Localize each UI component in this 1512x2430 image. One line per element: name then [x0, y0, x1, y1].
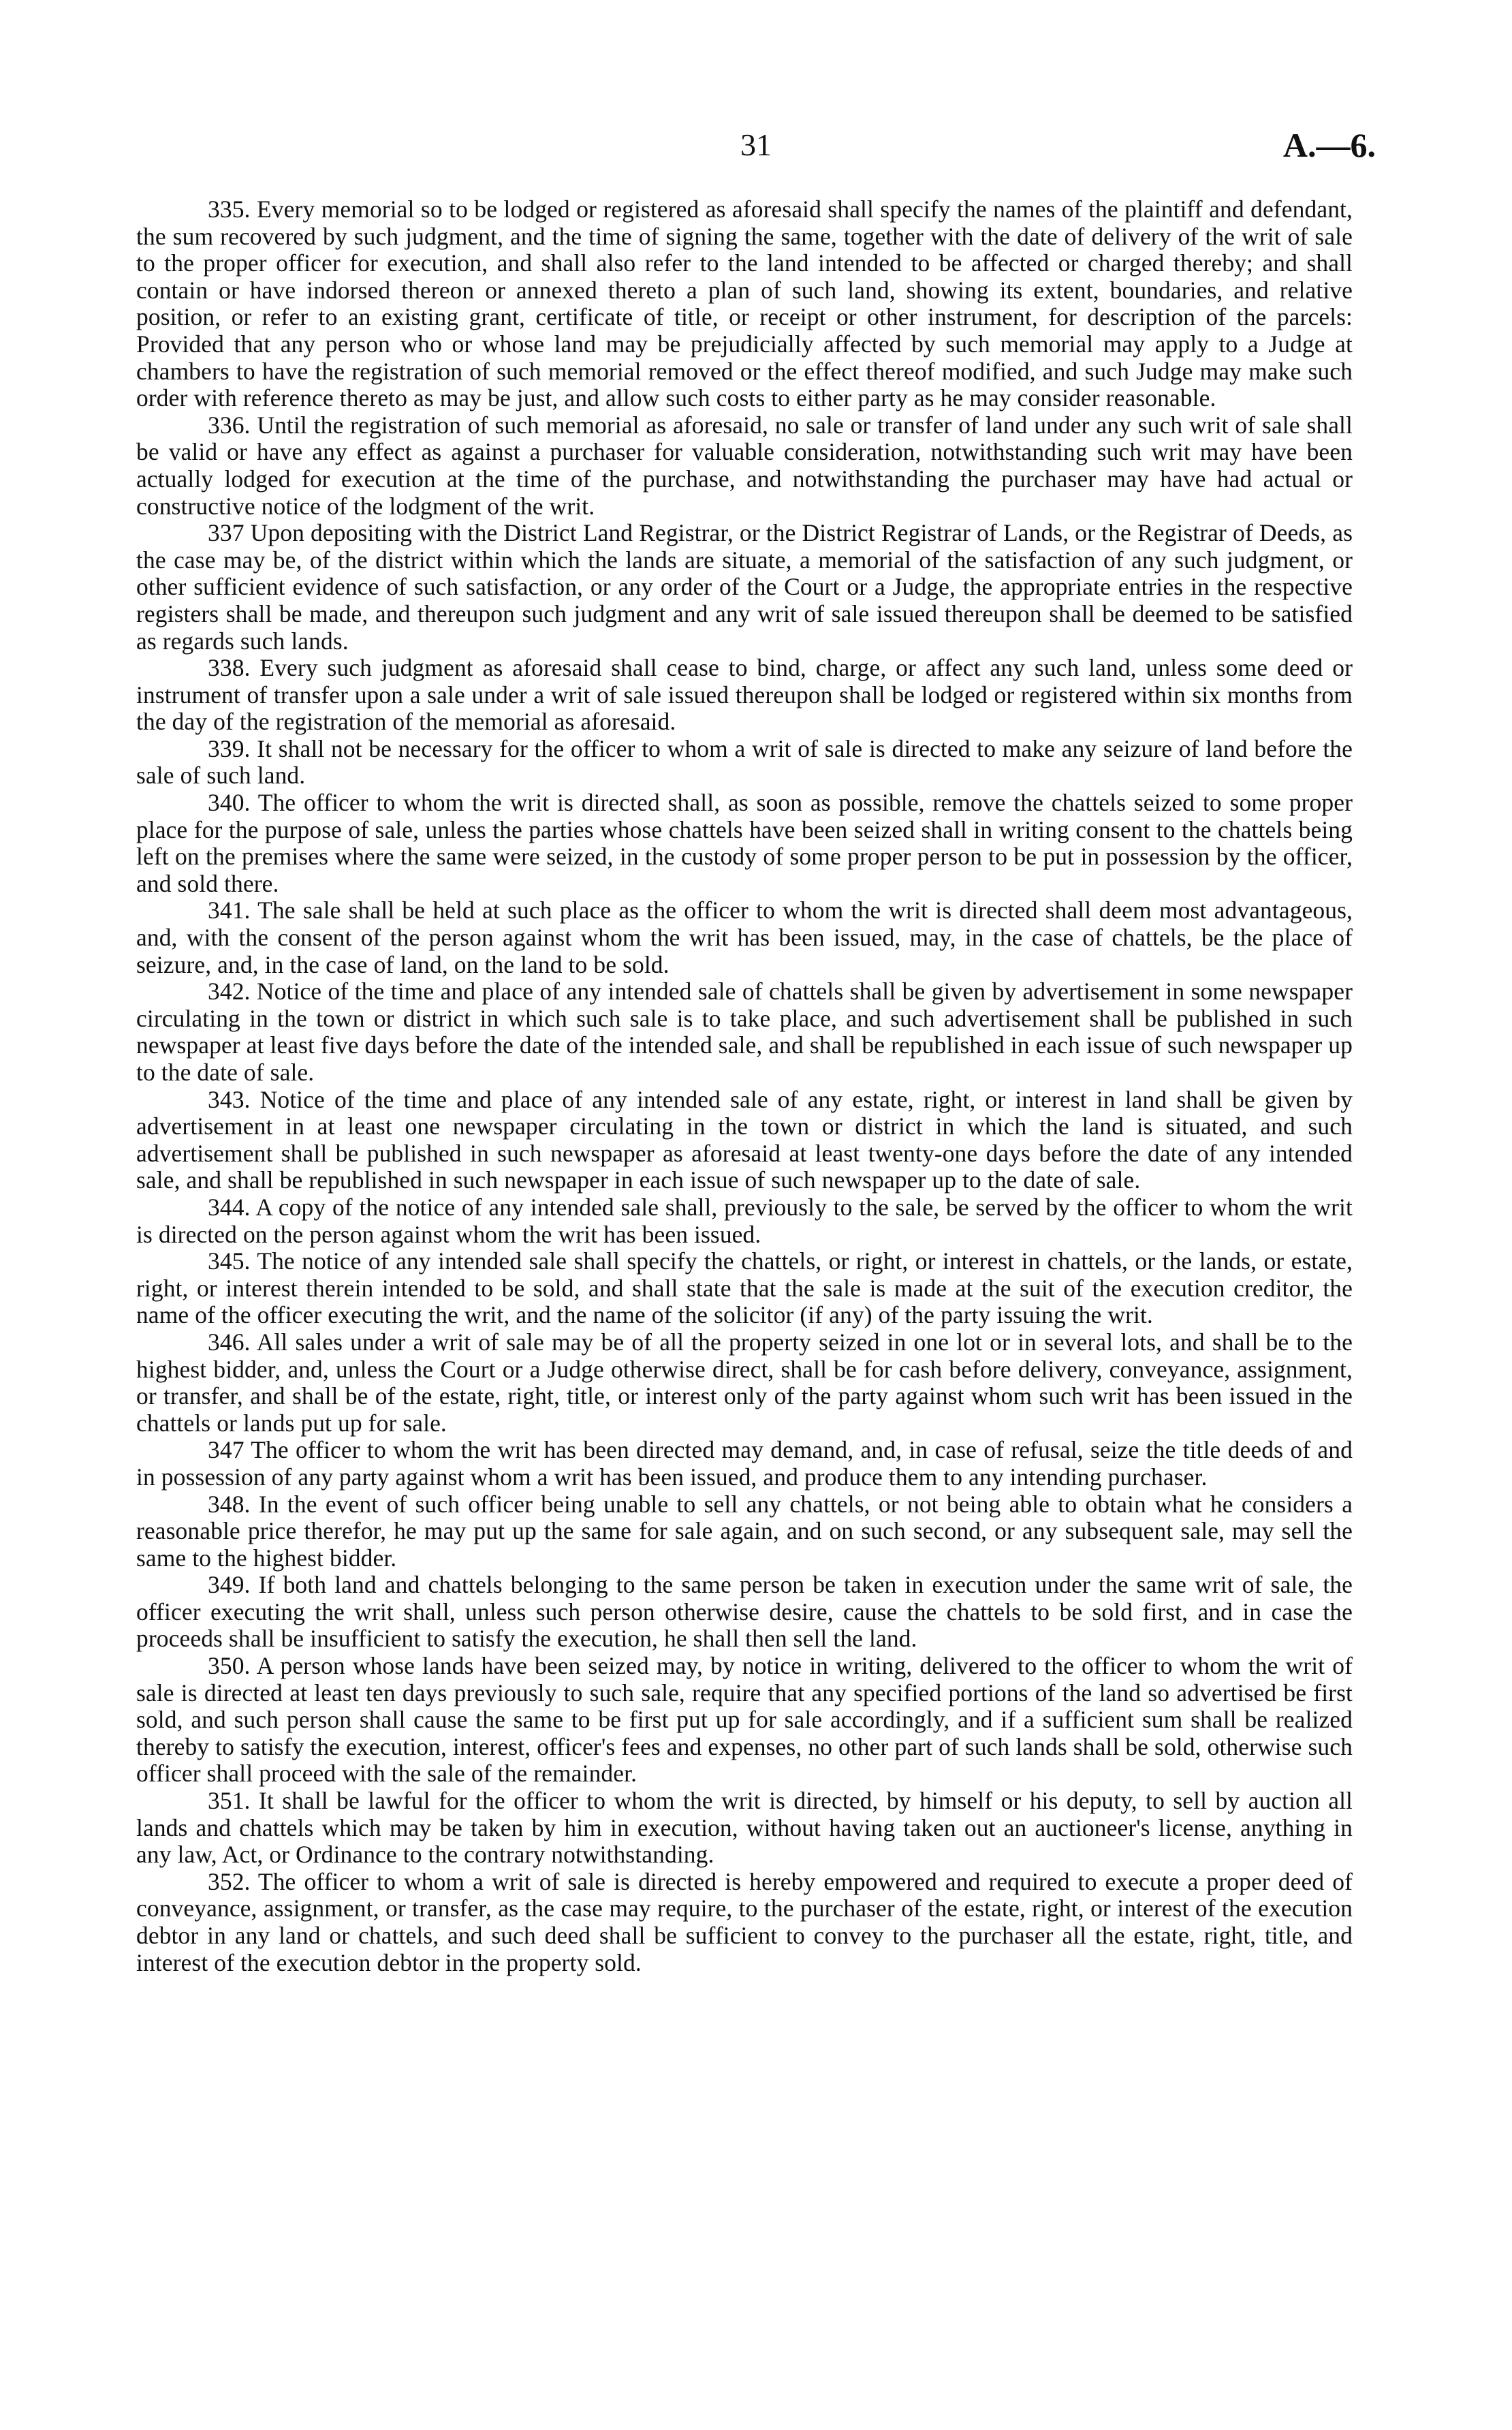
- section-343: 343. Notice of the time and place of any intended sale of any estate, right, or interest in land shall be given by advertisement in at least one newspaper circulating in the town or district in which the land is situated, and such advertisement shall be published in such newspaper as aforesaid at least twenty-one days before the date of any intended sale, and shall be republished in such newspaper in each issue of such newspaper up to the date of sale.: [136, 1085, 1353, 1194]
- section-349: 349. If both land and chattels belonging to the same person be taken in execution under the same writ of sale, the officer executing the writ shall, unless such person otherwise desire, cause the chattels to be sold first, and in case the proceeds shall be insufficient to satisfy the execution, he shall then sell the land.: [136, 1571, 1353, 1653]
- document-body: [136, 196, 1353, 1976]
- section-342: 342. Notice of the time and place of any intended sale of chattels shall be given by advertisement in some newspaper circulating in the town or district in which such sale is to take place, and such advertisement shall be published in such newspaper at least five days before the date of the intended sale, and shall be republished in each issue of such newspaper up to the date of sale.: [136, 978, 1353, 1086]
- section-344: 344. A copy of the notice of any intended sale shall, previously to the sale, be served by the officer to whom the writ is directed on the person against whom the writ has been issued.: [136, 1193, 1353, 1248]
- section-337: 337 Upon depositing with the District Land Registrar, or the District Registrar of Lands, or the Registrar of Deeds, as the case may be, of the district within which the lands are situate, a memorial of the satisfaction of any such judgment, or other sufficient evidence of such satisfaction, or any order of the Court or a Judge, the appropriate entries in the respective registers shall be made, and thereupon such judgment and any writ of sale issued thereupon shall be deemed to be satisfied as regards such lands.: [136, 519, 1353, 655]
- page-header: [136, 121, 1376, 169]
- section-336: 336. Until the registration of such memorial as aforesaid, no sale or transfer of land under any such writ of sale shall be valid or have any effect as against a purchaser for valuable consideration, notwithstanding such writ may have been actually lodged for execution at the time of the purchase, and notwithstanding the purchaser may have had actual or constructive notice of the lodgment of the writ.: [136, 411, 1353, 520]
- section-351: 351. It shall be lawful for the officer to whom the writ is directed, by himself or his deputy, to sell by auction all lands and chattels which may be taken by him in execution, without having taken out an auctioneer's license, anything in any law, Act, or Ordinance to the contrary notwithstanding.: [136, 1787, 1353, 1869]
- section-350: 350. A person whose lands have been seized may, by notice in writing, delivered to the officer to whom the writ of sale is directed at least ten days previously to such sale, require that any specified portions of the land so advertised be first sold, and such person shall cause the same to be first put up for sale accordingly, and if a sufficient sum shall be realized thereby to satisfy the execution, interest, officer's fees and expenses, no other part of such lands shall be sold, otherwise such officer shall proceed with the sale of the remainder.: [136, 1652, 1353, 1788]
- section-340: 340. The officer to whom the writ is directed shall, as soon as possible, remove the chattels seized to some proper place for the purpose of sale, unless the parties whose chattels have been seized shall in writing consent to the chattels being left on the premises where the same were seized, in the custody of some proper person to be put in possession by the officer, and sold there.: [136, 789, 1353, 897]
- section-346: 346. All sales under a writ of sale may be of all the property seized in one lot or in several lots, and shall be to the highest bidder, and, unless the Court or a Judge otherwise direct, shall be for cash before delivery, conveyance, assignment, or transfer, and shall be of the estate, right, title, or interest only of the party against whom such writ has been issued in the chattels or lands put up for sale.: [136, 1328, 1353, 1437]
- section-341: 341. The sale shall be held at such place as the officer to whom the writ is directed shall deem most advantageous, and, with the consent of the person against whom the writ has been issued, may, in the case of chattels, be the place of seizure, and, in the case of land, on the land to be sold.: [136, 897, 1353, 978]
- page-number: 31: [740, 127, 772, 162]
- document-reference: A.—6.: [1282, 126, 1376, 164]
- section-348: 348. In the event of such officer being unable to sell any chattels, or not being able to obtain what he considers a reasonable price therefor, he may put up the same for sale again, and on such second, or any subsequent sale, may sell the same to the highest bidder.: [136, 1490, 1353, 1572]
- section-339: 339. It shall not be necessary for the officer to whom a writ of sale is directed to make any seizure of land before the sale of such land.: [136, 734, 1353, 790]
- section-335: 335. Every memorial so to be lodged or registered as aforesaid shall specify the names of the plaintiff and defendant, the sum recovered by such judgment, and the time of signing the same, together with the date of delivery of the writ of sale to the proper officer for execution, and shall also refer to the land intended to be affected or charged thereby; and shall contain or have indorsed thereon or annexed thereto a plan of such land, showing its extent, boundaries, and relative position, or refer to an existing grant, certificate of title, or receipt or other instrument, for description of the parcels: Provided that any person who or whose land may be prejudicially affected by such memorial may apply to a Judge at chambers to have the registration of such memorial removed or the effect thereof modified, and such Judge may make such order with reference thereto as may be just, and allow such costs to either party as he may consider reasonable.: [136, 196, 1353, 412]
- section-338: 338. Every such judgment as aforesaid shall cease to bind, charge, or affect any such land, unless some deed or instrument of transfer upon a sale under a writ of sale issued thereupon shall be lodged or registered within six months from the day of the registration of the memorial as aforesaid.: [136, 654, 1353, 736]
- section-347: 347 The officer to whom the writ has been directed may demand, and, in case of refusal, seize the title deeds of and in possession of any party against whom a writ has been issued, and produce them to any intending purchaser.: [136, 1436, 1353, 1491]
- section-352: 352. The officer to whom a writ of sale is directed is hereby empowered and required to execute a proper deed of conveyance, assignment, or transfer, as the case may require, to the purchaser of the estate, right, or interest of the execution debtor in any land or chattels, and such deed shall be sufficient to convey to the purchaser all the estate, right, title, and interest of the execution debtor in the property sold.: [136, 1867, 1353, 1976]
- section-345: 345. The notice of any intended sale shall specify the chattels, or right, or interest in chattels, or the lands, or estate, right, or interest therein intended to be sold, and shall state that the sale is made at the suit of the execution creditor, the name of the officer executing the writ, and the name of the solicitor (if any) of the party issuing the writ.: [136, 1247, 1353, 1329]
